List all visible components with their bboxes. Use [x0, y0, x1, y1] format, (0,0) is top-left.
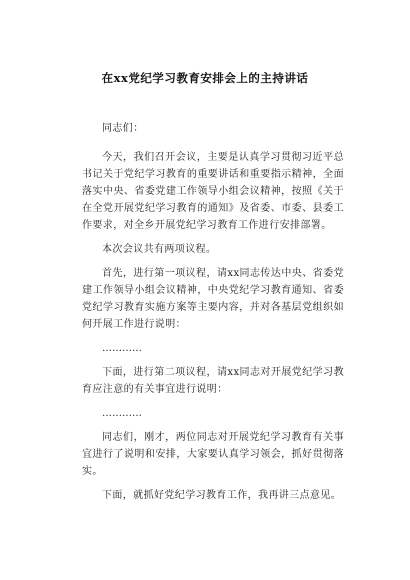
paragraph-agenda-count: 本次会议共有两项议程。: [102, 244, 217, 255]
paragraph-agenda-item-2: 下面，进行第二项议程，请xx同志对开展党纪学习教育应注意的有关事宜进行说明：: [82, 367, 344, 395]
document-body: [82, 120, 344, 511]
paragraph-closing: 下面，就抓好党纪学习教育工作，我再讲三点意见。: [102, 490, 342, 501]
ellipsis-line: …………: [102, 343, 142, 354]
paragraph-summary: 同志们，刚才，两位同志对开展党纪学习教育有关事宜进行了说明和安排，大家要认真学习领会，抓好贯彻落实。: [82, 432, 344, 477]
salutation: 同志们：: [102, 123, 144, 134]
paragraph-opening: 今天，我们召开会议，主要是认真学习贯彻习近平总书记关于党纪学习教育的重要讲话和重要指示精神，全面落实中央、省委党建工作领导小组会议精神，按照《关于在全党开展党纪学习教育的通知》及省委、市委、县委工作要求，对全乡开展党纪学习教育工作进行安排部署。: [82, 152, 344, 231]
paragraph-agenda-item-1: 首先，进行第一项议程，请xx同志传达中央、省委党建工作领导小组会议精神，中央党纪学习教育通知、省委党纪学习教育实施方案等主要内容，并对各基层党组织如何开展工作进行说明：: [82, 268, 344, 330]
ellipsis-line: …………: [102, 408, 142, 419]
document-title: 在xx党纪学习教育安排会上的主持讲话: [101, 71, 309, 85]
